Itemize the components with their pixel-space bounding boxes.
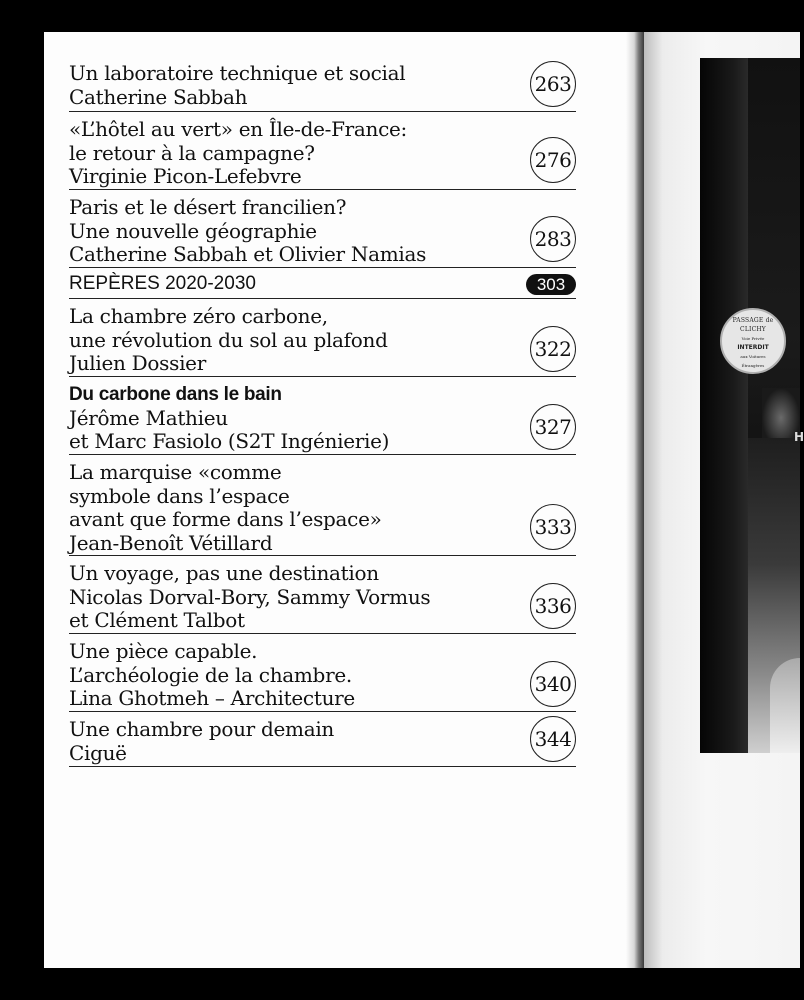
- toc-entry[interactable]: [69, 556, 576, 634]
- toc-title: Une pièce capable.: [69, 639, 258, 663]
- toc-title: Paris et le désert francilien?: [69, 195, 347, 219]
- page-number-badge: 283: [530, 216, 576, 262]
- toc-author: Catherine Sabbah: [69, 84, 248, 109]
- toc-title: La chambre zéro carbone,: [69, 304, 328, 328]
- sign-line: Étrangères: [741, 363, 765, 368]
- toc-author: Julien Dossier: [69, 351, 206, 375]
- toc-author: Lina Ghotmeh – Architecture: [69, 686, 355, 710]
- toc-title: une révolution du sol au plafond: [69, 327, 388, 352]
- toc-entry[interactable]: [69, 377, 576, 455]
- street-photo: [700, 58, 804, 753]
- toc-entry[interactable]: [69, 56, 576, 112]
- page-number-badge: 322: [530, 326, 576, 372]
- toc-author: et Marc Fasiolo (S2T Ingénierie): [69, 429, 390, 453]
- page-number-badge: 327: [530, 404, 576, 450]
- toc-entry[interactable]: [69, 634, 576, 712]
- toc-entry[interactable]: [69, 455, 576, 556]
- toc-entry[interactable]: [69, 190, 576, 268]
- toc-author: Catherine Sabbah et Olivier Namias: [69, 242, 427, 266]
- toc-title: «L’hôtel au vert» en Île-de-France:: [69, 117, 407, 141]
- toc-title: le retour à la campagne?: [69, 140, 315, 165]
- photo-wall: [700, 58, 748, 753]
- toc-heading: Du carbone dans le bain: [69, 384, 282, 405]
- sign-line: PASSAGE de CLICHY: [732, 317, 774, 333]
- toc-author: Nicolas Dorval-Bory, Sammy Vormus: [69, 584, 431, 609]
- page-number-badge: 263: [530, 61, 576, 107]
- toc-author: et Clément Talbot: [69, 608, 245, 632]
- sign-line: INTERDIT: [737, 344, 769, 351]
- toc-entry[interactable]: [69, 712, 576, 767]
- toc-title: Un voyage, pas une destination: [69, 561, 379, 585]
- page-number-badge: 336: [530, 583, 576, 629]
- toc-author: Virginie Picon-Lefebvre: [69, 164, 302, 188]
- toc-title: La marquise «comme: [69, 460, 282, 484]
- section-page-pill: 303: [526, 274, 576, 295]
- toc-title: Une chambre pour demain: [69, 717, 335, 741]
- toc-title: avant que forme dans l’espace»: [69, 507, 382, 531]
- toc-author: Jérôme Mathieu: [69, 405, 228, 430]
- page-number-badge: 344: [530, 716, 576, 762]
- page-number-badge: 333: [530, 504, 576, 550]
- right-page: [644, 32, 804, 968]
- section-title: REPÈRES 2020-2030: [69, 273, 256, 294]
- toc-title: Un laboratoire technique et social: [69, 61, 406, 85]
- toc-title: Une nouvelle géographie: [69, 218, 317, 243]
- street-sign: [720, 308, 786, 374]
- photo-sign-letter: H: [794, 430, 804, 444]
- sign-line: aux Voitures: [740, 354, 766, 359]
- toc-author: Jean-Benoît Vétillard: [69, 530, 273, 555]
- toc-section-header[interactable]: [69, 268, 576, 299]
- table-of-contents: [69, 56, 576, 767]
- photo-lane-bright: [770, 658, 800, 753]
- toc-title: L’archéologie de la chambre.: [69, 662, 352, 687]
- toc-author: Ciguë: [69, 740, 127, 765]
- toc-entry[interactable]: [69, 112, 576, 190]
- toc-entry[interactable]: [69, 299, 576, 377]
- page-number-badge: 340: [530, 661, 576, 707]
- page-number-badge: 276: [530, 137, 576, 183]
- toc-title: symbole dans l’espace: [69, 483, 290, 508]
- sign-line: Voie Privée: [741, 336, 765, 341]
- book-gutter: [626, 32, 644, 968]
